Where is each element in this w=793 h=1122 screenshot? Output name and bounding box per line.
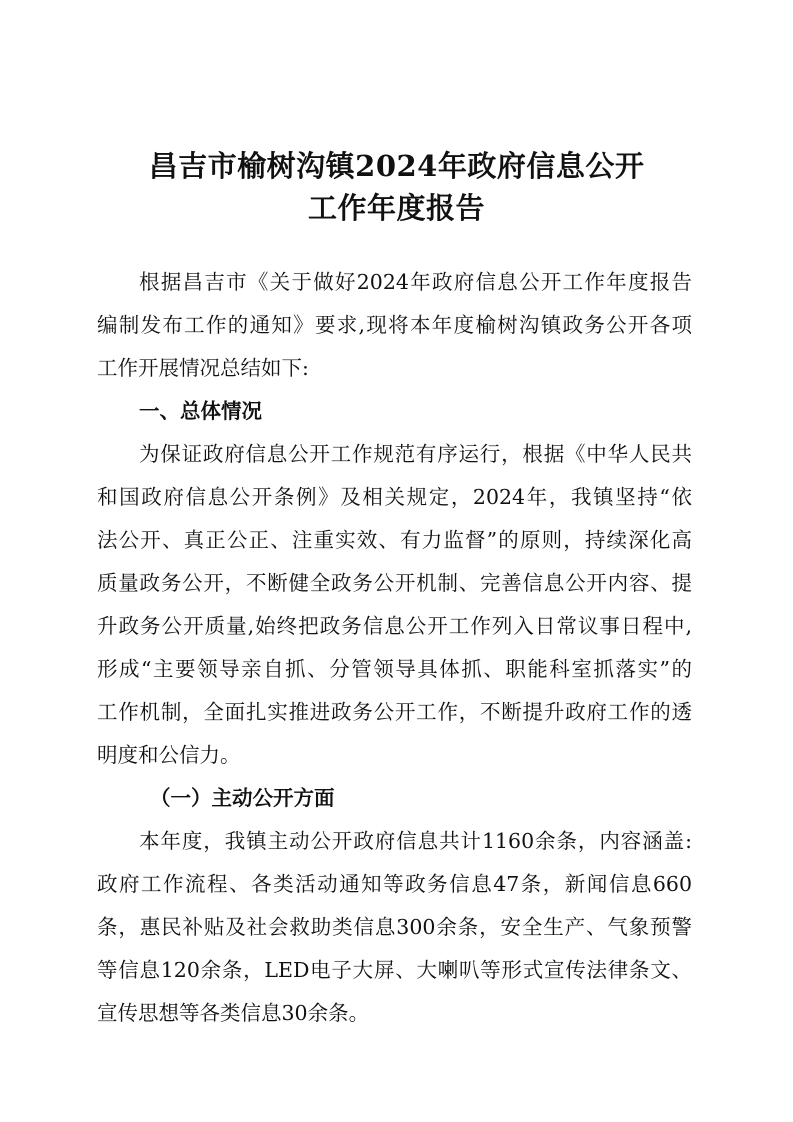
document-title-line-2: 工作年度报告 bbox=[307, 191, 485, 225]
subsection1-line-2: 政府工作流程、各类活动通知等政务信息47条，新闻信息660 bbox=[97, 872, 692, 896]
subsection1-line-1: 本年度，我镇主动公开政府信息共计1160余条，内容涵盖: bbox=[139, 829, 692, 853]
subsection-heading-proactive-disclosure: （一）主动公开方面 bbox=[150, 786, 335, 810]
section1-line-7: 工作机制，全面扎实推进政务公开工作，不断提升政府工作的透 bbox=[97, 700, 692, 724]
intro-line-3: 工作开展情况总结如下: bbox=[97, 356, 309, 380]
section1-line-5: 升政务公开质量,始终把政务信息公开工作列入日常议事日程中, bbox=[97, 614, 692, 638]
section-heading-overview: 一、总体情况 bbox=[139, 399, 262, 423]
section1-line-4: 质量政务公开，不断健全政务公开机制、完善信息公开内容、提 bbox=[97, 571, 692, 595]
subsection1-line-3: 条，惠民补贴及社会救助类信息300余条，安全生产、气象预警 bbox=[97, 915, 692, 939]
section1-line-6: 形成“主要领导亲自抓、分管领导具体抓、职能科室抓落实”的 bbox=[97, 657, 692, 681]
section1-line-2: 和国政府信息公开条例》及相关规定，2024年，我镇坚持“依 bbox=[97, 485, 692, 509]
section1-line-3: 法公开、真正公正、注重实效、有力监督”的原则，持续深化高 bbox=[97, 528, 692, 552]
subsection1-line-4: 等信息120余条，LED电子大屏、大喇叭等形式宣传法律条文、 bbox=[97, 958, 692, 982]
intro-line-2: 编制发布工作的通知》要求,现将本年度榆树沟镇政务公开各项 bbox=[97, 313, 692, 337]
subsection1-line-5: 宣传思想等各类信息30余条。 bbox=[97, 1001, 370, 1025]
section1-line-1: 为保证政府信息公开工作规范有序运行，根据《中华人民共 bbox=[139, 442, 692, 466]
section1-line-8: 明度和公信力。 bbox=[97, 743, 241, 767]
document-title-line-1: 昌吉市榆树沟镇2024年政府信息公开 bbox=[148, 149, 645, 183]
intro-line-1: 根据昌吉市《关于做好2024年政府信息公开工作年度报告 bbox=[139, 270, 692, 294]
